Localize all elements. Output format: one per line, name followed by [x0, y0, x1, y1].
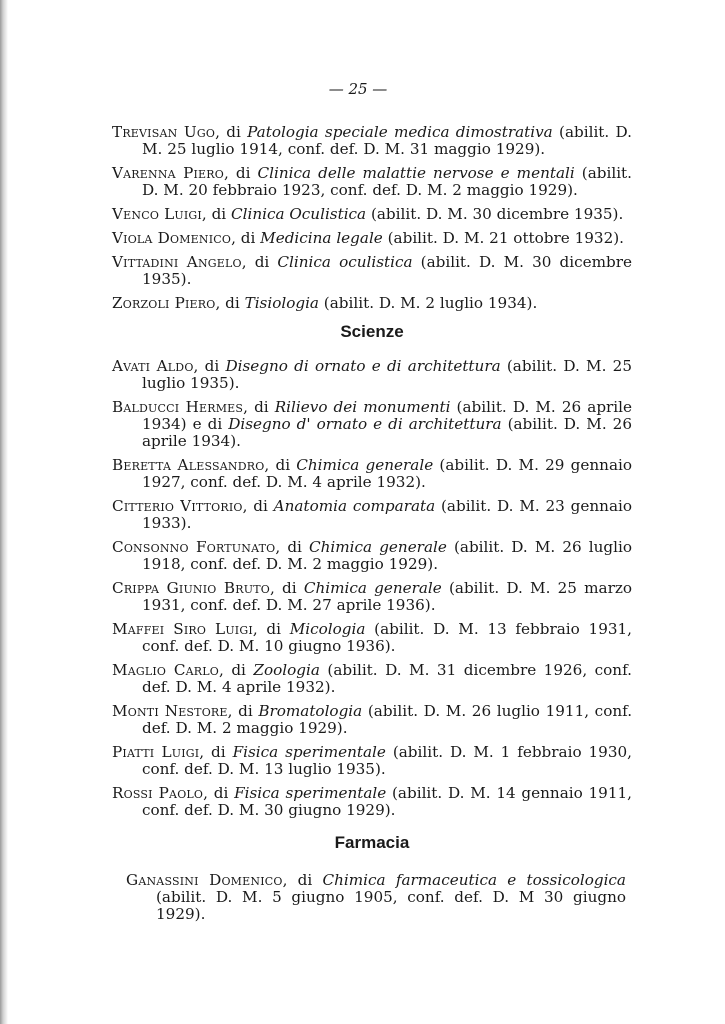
- heading-farmacia: Farmacia: [334, 833, 410, 852]
- separator-text: , di: [282, 871, 323, 889]
- separator-text: , di: [203, 784, 235, 802]
- subject-name: Tisiologia: [244, 294, 319, 312]
- person-name: Varenna Piero: [112, 164, 224, 182]
- farmacia-list: [126, 872, 626, 930]
- qualification-details: (abilit. D. M. 13 febbraio 1931, conf. def. D. M. 10 giugno 1936).: [142, 620, 633, 655]
- list-item: [112, 295, 632, 312]
- separator-text: , di: [270, 579, 304, 597]
- subject-name: Chimica generale: [303, 579, 442, 597]
- medicina-list: [112, 124, 632, 319]
- scienze-list: [112, 358, 632, 826]
- qualification-details: (abilit. D. M. 14 gennaio 1911, conf. def. D. M. 30 giugno 1929).: [142, 784, 632, 819]
- subject-name: Fisica sperimentale: [232, 743, 386, 761]
- qualification-details: (abilit. D. M. 30 dicembre 1935).: [142, 253, 632, 288]
- qualification-details: (abilit. D. M. 26 aprile 1934).: [142, 415, 632, 450]
- list-item: [112, 206, 632, 223]
- separator-text: , di: [223, 164, 258, 182]
- subject-name: Fisica sperimentale: [234, 784, 387, 802]
- page-number: — 25 —: [328, 80, 388, 98]
- separator-text: , di: [252, 620, 290, 638]
- separator-text: , di: [231, 229, 261, 247]
- list-item: [112, 785, 632, 819]
- person-name: Viola Domenico: [112, 229, 232, 247]
- separator-text: , di: [275, 538, 310, 556]
- qualification-details: (abilit. D. M. 26 luglio 1918, conf. def. D. M. 2 maggio 1929).: [142, 538, 633, 573]
- separator-text: , di: [227, 702, 259, 720]
- person-name: Citterio Vittorio: [112, 497, 243, 515]
- subject-name: Disegno di ornato e di architettura: [225, 357, 501, 375]
- qualification-details: (abilit. D. M. 26 luglio 1911, conf. def. D. M. 2 maggio 1929).: [142, 702, 633, 737]
- person-name: Zorzoli Piero: [112, 294, 216, 312]
- person-name: Avati Aldo: [112, 357, 194, 375]
- separator-text: , di: [215, 123, 248, 141]
- list-item: [112, 662, 632, 696]
- subject-name: Chimica generale: [296, 456, 434, 474]
- person-name: Crippa Giunio Bruto: [112, 579, 270, 597]
- list-item: [112, 498, 632, 532]
- list-item: [112, 399, 632, 450]
- person-name: Maffei Siro Luigi: [112, 620, 253, 638]
- list-item: [112, 254, 632, 288]
- qualification-details: (abilit. D. M. 5 giugno 1905, conf. def. D. M 30 giugno 1929).: [156, 888, 626, 923]
- list-item: [112, 165, 632, 199]
- subject-name: Medicina legale: [260, 229, 383, 247]
- subject-name: Clinica oculistica: [277, 253, 413, 271]
- qualification-details: (abilit. D. M. 25 luglio 1914, conf. def. D. M. 31 maggio 1929).: [142, 123, 632, 158]
- list-item: [112, 539, 632, 573]
- person-name: Maglio Carlo: [112, 661, 220, 679]
- subject-name: Bromatologia: [258, 702, 363, 720]
- list-item: [112, 358, 632, 392]
- separator-text: , di: [201, 205, 231, 223]
- subject-name: Zoologia: [253, 661, 320, 679]
- separator-text: , di: [215, 294, 245, 312]
- person-name: Balducci Hermes: [112, 398, 244, 416]
- subject-name: Disegno d' ornato e di architettura: [228, 415, 502, 433]
- qualification-details: (abilit. D. M. 30 dicembre 1935).: [366, 205, 624, 223]
- subject-name: Chimica generale: [309, 538, 447, 556]
- list-item: [126, 872, 626, 923]
- heading-scienze: Scienze: [340, 322, 404, 341]
- separator-text: , di: [242, 497, 274, 515]
- subject-name: Micologia: [289, 620, 366, 638]
- qualification-details: (abilit. D. M. 1 febbraio 1930, conf. def. D. M. 13 luglio 1935).: [142, 743, 632, 778]
- qualification-details: (abilit. D. M. 21 ottobre 1932).: [382, 229, 625, 247]
- list-item: [112, 580, 632, 614]
- qualification-details: (abilit. D. M. 20 febbraio 1923, conf. def. D. M. 2 maggio 1929).: [142, 164, 632, 199]
- person-name: Monti Nestore: [112, 702, 228, 720]
- person-name: Ganassini Domenico: [126, 871, 283, 889]
- qualification-details: (abilit. D. M. 29 gennaio 1927, conf. def. D. M. 4 aprile 1932).: [142, 456, 632, 491]
- qualification-details: (abilit. D. M. 31 dicembre 1926, conf. def. D. M. 4 aprile 1932).: [142, 661, 632, 696]
- qualification-details: (abilit. D. M. 25 marzo 1931, conf. def. D. M. 27 aprile 1936).: [142, 579, 633, 614]
- subject-name: Clinica Oculistica: [230, 205, 367, 223]
- person-name: Beretta Alessandro: [112, 456, 265, 474]
- list-item: [112, 703, 632, 737]
- list-item: [112, 457, 632, 491]
- qualification-details: (abilit. D. M. 25 luglio 1935).: [142, 357, 632, 392]
- subject-name: Clinica delle malattie nervose e mentali: [257, 164, 575, 182]
- qualification-details: (abilit. D. M. 23 gennaio 1933).: [142, 497, 633, 532]
- qualification-details: (abilit. D. M. 26 aprile 1934) e di: [142, 398, 633, 433]
- person-name: Consonno Fortunato: [112, 538, 276, 556]
- subject-name: Patologia speciale medica dimostrativa: [247, 123, 553, 141]
- person-name: Venco Luigi: [112, 205, 202, 223]
- scan-binding-edge: [0, 0, 8, 1024]
- separator-text: , di: [264, 456, 297, 474]
- list-item: [112, 621, 632, 655]
- subject-name: Anatomia comparata: [273, 497, 436, 515]
- subject-name: Rilievo dei monumenti: [274, 398, 451, 416]
- person-name: Vittadini Angelo: [112, 253, 242, 271]
- list-item: [112, 124, 632, 158]
- separator-text: , di: [241, 253, 278, 271]
- person-name: Rossi Paolo: [112, 784, 204, 802]
- subject-name: Chimica farmaceutica e tossicologica: [322, 871, 626, 889]
- separator-text: , di: [219, 661, 254, 679]
- separator-text: , di: [199, 743, 233, 761]
- separator-text: , di: [243, 398, 275, 416]
- qualification-details: (abilit. D. M. 2 luglio 1934).: [318, 294, 538, 312]
- person-name: Piatti Luigi: [112, 743, 200, 761]
- list-item: [112, 744, 632, 778]
- separator-text: , di: [193, 357, 226, 375]
- list-item: [112, 230, 632, 247]
- person-name: Trevisan Ugo: [112, 123, 216, 141]
